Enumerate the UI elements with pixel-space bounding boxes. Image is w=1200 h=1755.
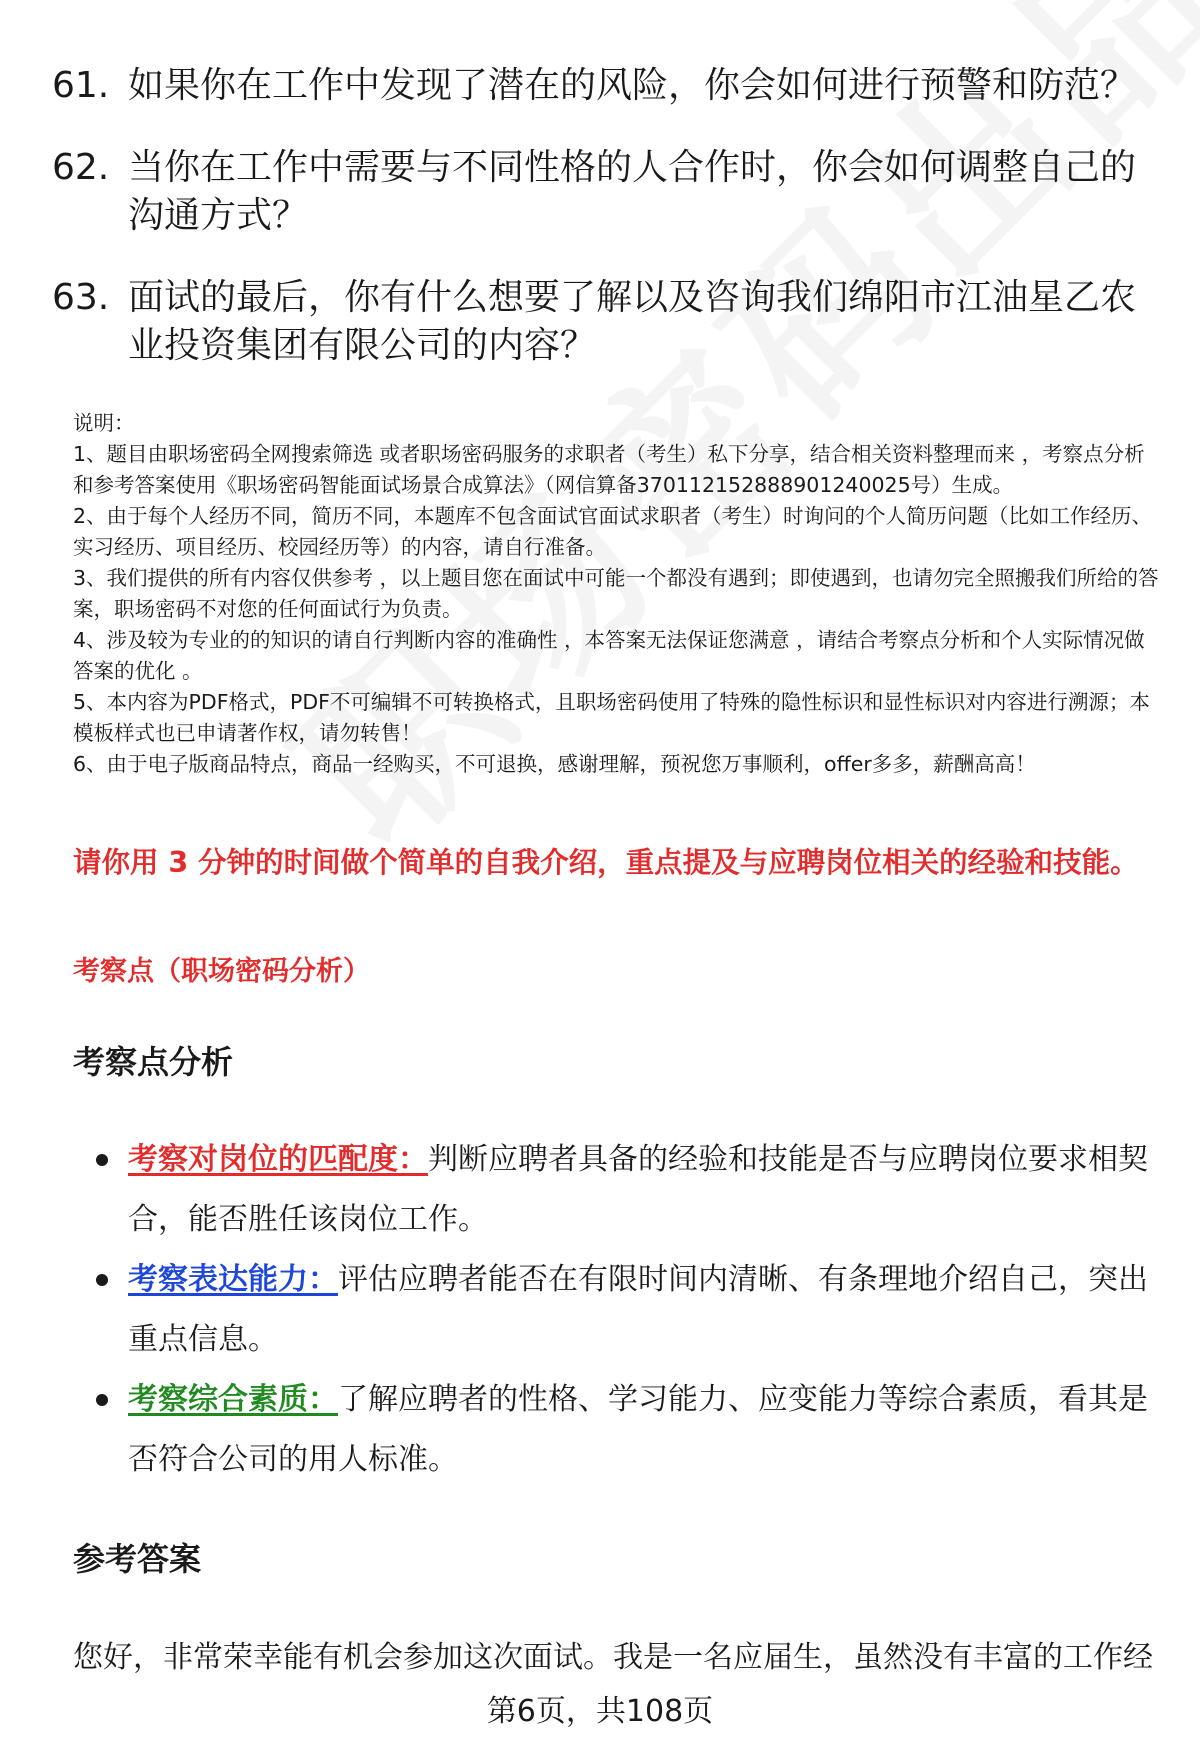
interview-question-heading: 请你用 3 分钟的时间做个简单的自我介绍，重点提及与应聘岗位相关的经验和技能。 bbox=[73, 846, 1139, 879]
note-item: 5、本内容为PDF格式，PDF不可编辑不可转换格式，且职场密码使用了特殊的隐性标识和显性标识对内容进行溯源；本模板样式也已申请著作权，请勿转售！ bbox=[73, 690, 1150, 745]
question-text: 当你在工作中需要与不同性格的人合作时，你会如何调整自己的沟通方式？ bbox=[128, 147, 1137, 236]
bullet-label: 考察对岗位的匹配度： bbox=[128, 1142, 428, 1177]
bullet-label: 考察表达能力： bbox=[128, 1262, 338, 1297]
question-number: 63. bbox=[52, 277, 110, 318]
note-item: 2、由于每个人经历不同，简历不同，本题库不包含面试官面试求职者（考生）时询问的个人简历问题（比如工作经历、实习经历、项目经历、校园经历等）的内容，请自行准备。 bbox=[73, 504, 1153, 559]
answer-text: 您好，非常荣幸能有机会参加这次面试。我是一名应届生，虽然没有丰富的工作经 bbox=[73, 1640, 1153, 1675]
question-text: 如果你在工作中发现了潜在的风险，你会如何进行预警和防范？ bbox=[128, 65, 1137, 106]
question-number: 62. bbox=[52, 147, 110, 188]
bullet-dot bbox=[96, 1154, 108, 1166]
answer-section-title: 参考答案 bbox=[73, 1540, 202, 1578]
note-item: 4、涉及较为专业的的知识的请自行判断内容的准确性 ，本答案无法保证您满意 ，请结合考察点分析和个人实际情况做答案的优化 。 bbox=[73, 628, 1145, 683]
note-item: 6、由于电子版商品特点，商品一经购买，不可退换，感谢理解，预祝您万事顺利，offer多多，薪酬高高！ bbox=[73, 752, 1036, 776]
page-footer: 第6页，共108页 bbox=[486, 1694, 714, 1729]
question-63 bbox=[52, 274, 1152, 370]
bullet-dot bbox=[96, 1274, 108, 1286]
bullet-dot bbox=[96, 1394, 108, 1406]
analysis-bullet-list bbox=[96, 1130, 1166, 1490]
notes-heading: 说明： bbox=[73, 411, 135, 435]
bullet-text: 判断应聘者具备的经验和技能是否与应聘岗位要求相契合，能否胜任该岗位工作。 bbox=[128, 1142, 1148, 1237]
disclaimer-notes bbox=[73, 408, 1163, 780]
bullet-text: 了解应聘者的性格、学习能力、应变能力等综合素质，看其是否符合公司的用人标准。 bbox=[128, 1382, 1148, 1477]
bullet-item bbox=[96, 1130, 1166, 1250]
bullet-text: 评估应聘者能否在有限时间内清晰、有条理地介绍自己，突出重点信息。 bbox=[128, 1262, 1148, 1357]
analysis-section-title: 考察点分析 bbox=[73, 1043, 234, 1081]
question-62 bbox=[52, 144, 1152, 240]
question-number: 61. bbox=[52, 65, 110, 106]
bullet-item bbox=[96, 1370, 1166, 1490]
note-item: 3、我们提供的所有内容仅供参考 ，以上题目您在面试中可能一个都没有遇到；即使遇到，也请勿完全照搬我们所给的答案，职场密码不对您的任何面试行为负责。 bbox=[73, 566, 1159, 621]
analysis-subtitle: 考察点（职场密码分析） bbox=[73, 956, 370, 987]
note-item: 1、题目由职场密码全网搜索筛选 或者职场密码服务的求职者（考生）私下分享，结合相关资料整理而来 ，考察点分析和参考答案使用《职场密码智能面试场景合成算法》（网信算备370112152888901240025号）生成。 bbox=[73, 442, 1145, 497]
question-text: 面试的最后，你有什么想要了解以及咨询我们绵阳市江油星乙农业投资集团有限公司的内容？ bbox=[128, 277, 1137, 366]
question-61 bbox=[52, 62, 1152, 110]
bullet-label: 考察综合素质： bbox=[128, 1382, 338, 1417]
bullet-item bbox=[96, 1250, 1166, 1370]
